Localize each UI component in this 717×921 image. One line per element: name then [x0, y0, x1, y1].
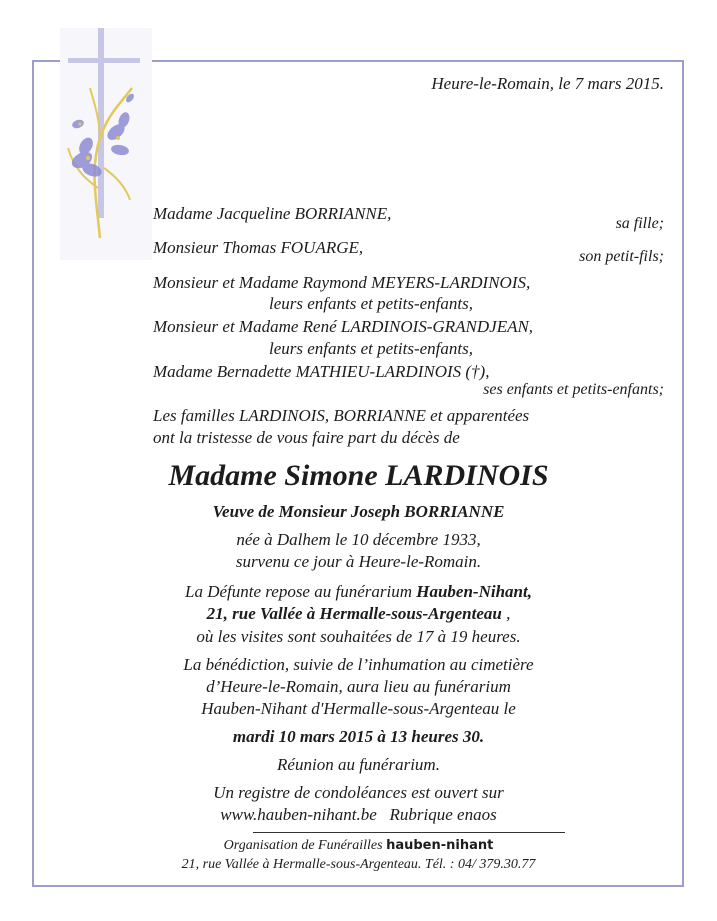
ceremony-date: mardi 10 mars 2015 à 13 heures 30. — [232, 727, 485, 746]
footer-divider — [253, 832, 565, 833]
register-site: www.hauben-nihant.be — [220, 805, 377, 824]
footer-org-line — [0, 838, 717, 854]
register-line: Un registre de condoléances est ouvert sur — [213, 783, 504, 802]
cross-flower-illustration — [60, 28, 152, 260]
reunion-line: Réunion au funérarium. — [277, 755, 440, 774]
family-name-5: Madame Bernadette MATHIEU-LARDINOIS (†), — [153, 362, 490, 381]
ceremony-line-1: La bénédiction, suivie de l’inhumation au cimetière — [183, 655, 534, 674]
footer-address: 21, rue Vallée à Hermalle-sous-Argenteau. Tél. : 04/ 379.30.77 — [181, 857, 536, 872]
register-section: Rubrique enaos — [389, 805, 497, 824]
register-site-line — [0, 805, 717, 825]
announce-line: ont la tristesse de vous faire part du décès de — [153, 428, 460, 447]
deceased-name: Madame Simone LARDINOIS — [168, 459, 549, 492]
family-sub-4: leurs enfants et petits-enfants, — [269, 339, 473, 358]
place-date: Heure-le-Romain, le 7 mars 2015. — [431, 74, 664, 93]
family-relation-1: sa fille; — [615, 215, 664, 232]
death-line: survenu ce jour à Heure-le-Romain. — [235, 552, 482, 571]
rest-line — [0, 582, 717, 602]
family-name-4: Monsieur et Madame René LARDINOIS-GRANDJEAN, — [153, 317, 534, 336]
rest-prefix: La Défunte repose au funérarium — [185, 582, 417, 601]
ceremony-line-2: d’Heure-le-Romain, aura lieu au funérarium — [206, 677, 511, 696]
family-name-3: Monsieur et Madame Raymond MEYERS-LARDINOIS, — [153, 273, 531, 292]
footer-org: Organisation de Funérailles — [223, 838, 387, 853]
rest-address-suffix: , — [501, 604, 511, 623]
families-line: Les familles LARDINOIS, BORRIANNE et apparentées — [153, 406, 530, 425]
family-name-1: Madame Jacqueline BORRIANNE, — [153, 204, 392, 223]
footer-brand-logo: hauben-nihant — [386, 838, 494, 853]
family-relation-2: son petit-fils; — [579, 248, 664, 265]
visits-line: où les visites sont souhaitées de 17 à 19 heures. — [196, 627, 521, 646]
widow-of: Veuve de Monsieur Joseph BORRIANNE — [212, 502, 505, 521]
cross-horizontal — [68, 58, 140, 63]
family-relation-5: ses enfants et petits-enfants; — [483, 381, 664, 398]
family-name-2: Monsieur Thomas FOUARGE, — [153, 238, 364, 257]
funerarium-name: Hauben-Nihant, — [416, 582, 532, 601]
ceremony-line-3: Hauben-Nihant d'Hermalle-sous-Argenteau le — [201, 699, 516, 718]
rest-address: 21, rue Vallée à Hermalle-sous-Argenteau — [206, 604, 502, 623]
birth-line: née à Dalhem le 10 décembre 1933, — [236, 530, 481, 549]
rest-address-line — [0, 604, 717, 624]
family-sub-3: leurs enfants et petits-enfants, — [269, 294, 473, 313]
